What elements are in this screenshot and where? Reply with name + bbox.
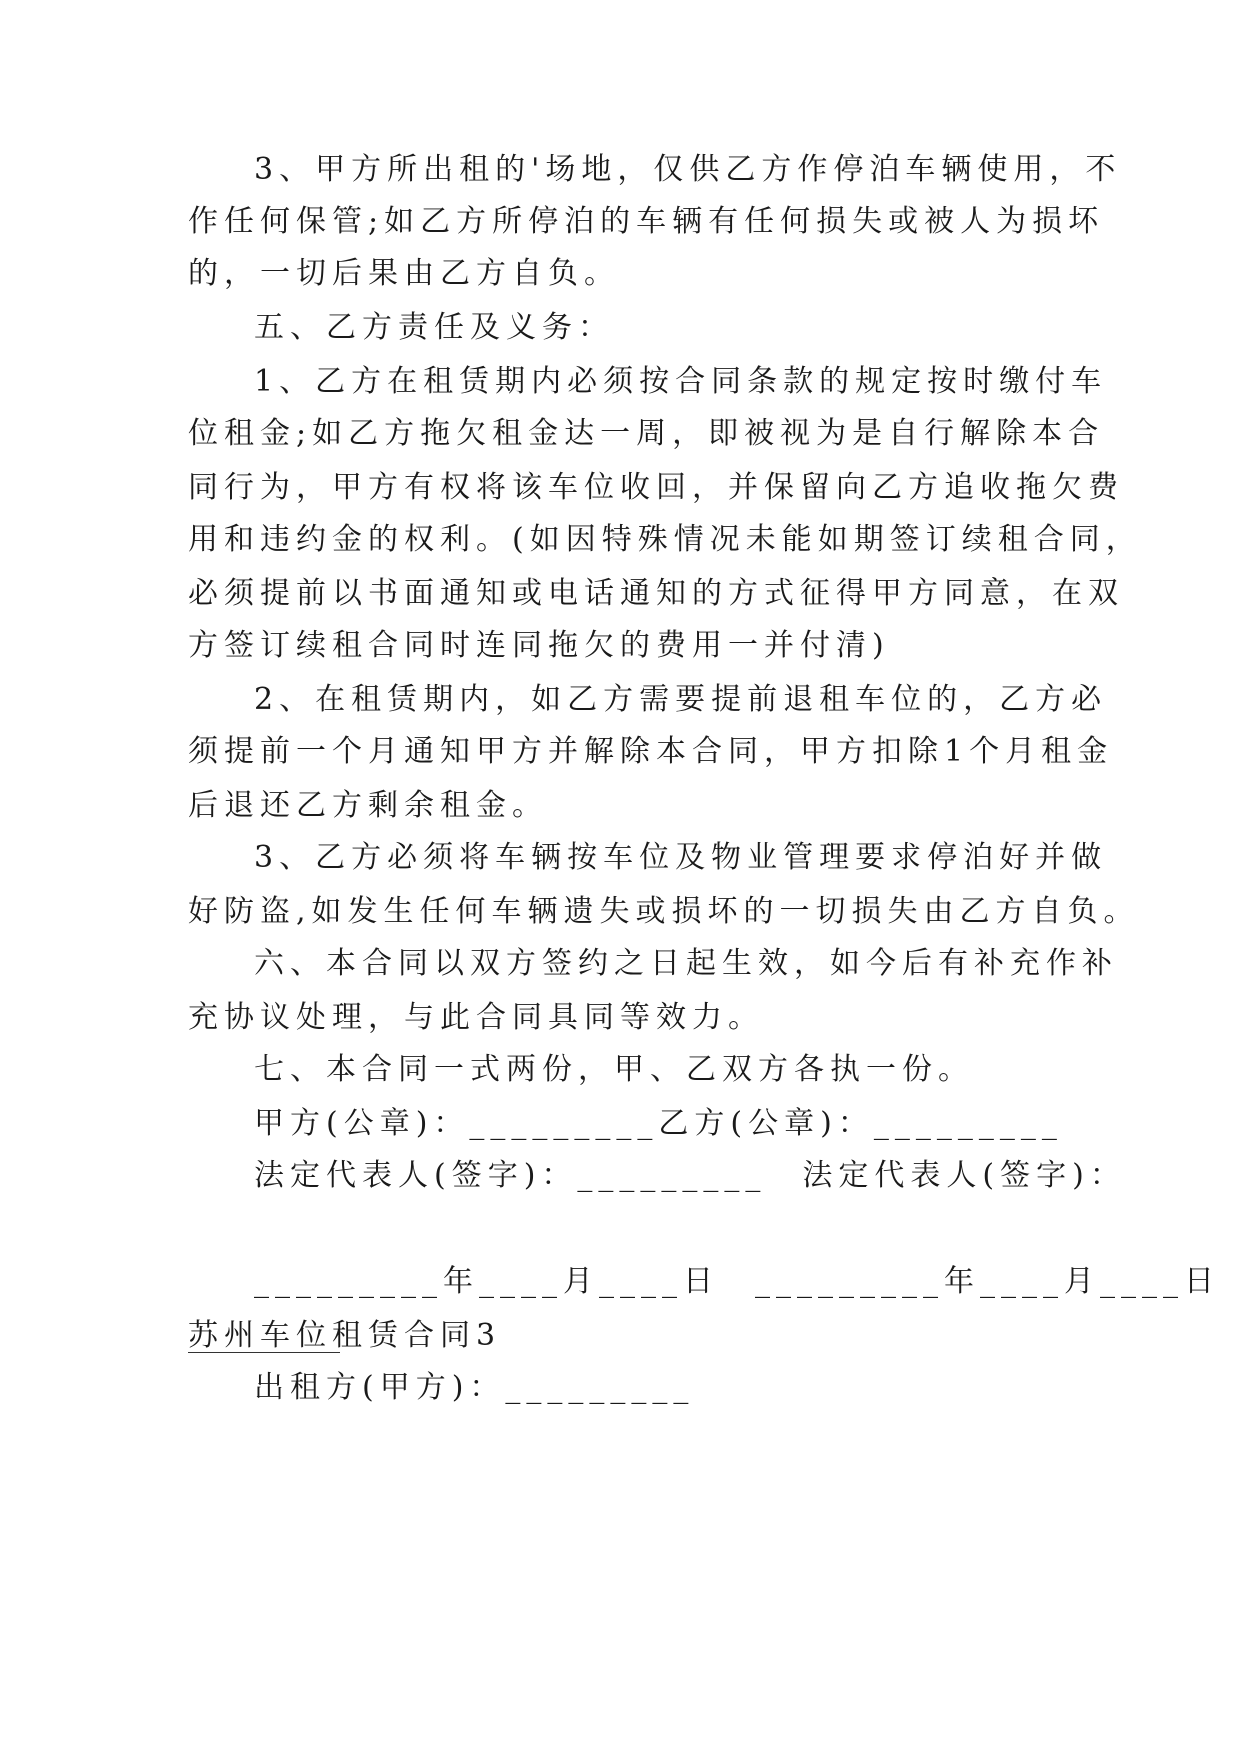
paragraph-line: 方签订续租合同时连同拖欠的费用一并付清) xyxy=(188,628,890,663)
paragraph-line: 3、乙方必须将车辆按车位及物业管理要求停泊好并做 xyxy=(254,840,1108,875)
paragraph-line: 的，一切后果由乙方自负。 xyxy=(188,256,620,291)
paragraph-line: 必须提前以书面通知或电话通知的方式征得甲方同意，在双 xyxy=(188,576,1124,611)
contract-title: 苏州车位租赁合同3 xyxy=(188,1318,502,1353)
paragraph-line: 好防盗,如发生任何车辆遗失或损坏的一切损失由乙方自负。 xyxy=(188,894,1140,929)
paragraph-line: 2、在租赁期内，如乙方需要提前退租车位的，乙方必 xyxy=(254,682,1108,717)
signature-line-seal: 甲方(公章)：_________乙方(公章)：_________ xyxy=(254,1106,1063,1141)
paragraph-line: 须提前一个月通知甲方并解除本合同，甲方扣除1个月租金 xyxy=(188,734,1114,769)
paragraph-line: 七、本合同一式两份，甲、乙双方各执一份。 xyxy=(254,1052,974,1087)
paragraph-line: 作任何保管;如乙方所停泊的车辆有任何损失或被人为损坏 xyxy=(188,204,1105,239)
paragraph-line: 1、乙方在租赁期内必须按合同条款的规定按时缴付车 xyxy=(254,364,1108,399)
date-line: _________年____月____日 _________年____月____日 xyxy=(254,1264,1220,1299)
signature-line-representative: 法定代表人(签字)：_________ 法定代表人(签字)： xyxy=(254,1158,1126,1193)
paragraph-line: 用和违约金的权利。(如因特殊情况未能如期签订续租合同， xyxy=(188,522,1142,557)
paragraph-line: 后退还乙方剩余租金。 xyxy=(188,788,548,823)
paragraph-line: 充协议处理，与此合同具同等效力。 xyxy=(188,1000,764,1035)
paragraph-line: 同行为，甲方有权将该车位收回，并保留向乙方追收拖欠费 xyxy=(188,470,1124,505)
section-heading: 五、乙方责任及义务： xyxy=(254,310,614,345)
paragraph-line: 六、本合同以双方签约之日起生效，如今后有补充作补 xyxy=(254,946,1118,981)
paragraph-line: 3、甲方所出租的'场地，仅供乙方作停泊车辆使用，不 xyxy=(254,152,1122,187)
lessor-line: 出租方(甲方)：_________ xyxy=(254,1370,695,1405)
paragraph-line: 位租金;如乙方拖欠租金达一周，即被视为是自行解除本合 xyxy=(188,416,1105,451)
